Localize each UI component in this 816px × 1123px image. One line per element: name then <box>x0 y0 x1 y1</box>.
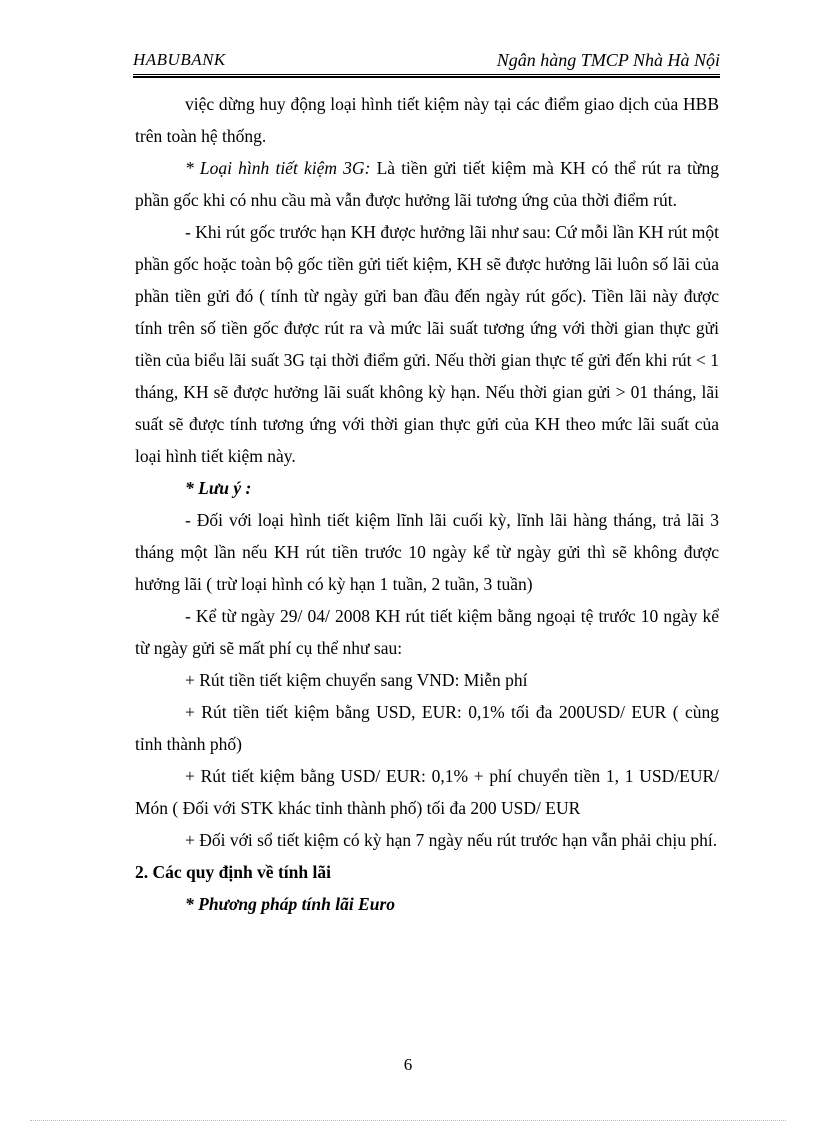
note-heading: * Lưu ý : <box>185 478 252 498</box>
term-3g-label: * Loại hình tiết kiệm 3G: <box>185 158 371 178</box>
paragraph: - Khi rút gốc trước hạn KH được hưởng lãi như sau: Cứ mỗi lần KH rút một phần gốc hoặc toàn bộ gốc tiền gửi tiết kiệm, KH sẽ được hưởng lãi luôn số lãi của phần tiền gửi đó ( tính từ ngày gửi ban đầu đến ngày rút gốc). Tiền lãi này được tính trên số tiền gốc được rút ra và mức lãi suất tương ứng với thời gian thực gửi tiền của biểu lãi suất 3G tại thời điểm gửi. Nếu thời gian thực tế gửi đến khi rút < 1 tháng, KH sẽ được hưởng lãi suất không kỳ hạn. Nếu thời gian gửi > 01 tháng, lãi suất sẽ được tính tương ứng với thời gian thực gửi của KH theo mức lãi suất của loại hình tiết kiệm này. <box>135 222 719 466</box>
paragraph-3g <box>135 152 719 216</box>
header-bank-name: Ngân hàng TMCP Nhà Hà Nội <box>496 50 720 70</box>
header-rule <box>133 74 720 78</box>
section-heading: 2. Các quy định về tính lãi <box>135 862 331 882</box>
term-3g-text: Là tiền gửi tiết kiệm mà KH có thể rút ra từng phần gốc khi có nhu cầu mà vẫn được hưởng lãi tương ứng của thời điểm rút. <box>135 158 719 210</box>
list-item: + Đối với sổ tiết kiệm có kỳ hạn 7 ngày nếu rút trước hạn vẫn phải chịu phí. <box>185 830 718 850</box>
paragraph: - Kể từ ngày 29/ 04/ 2008 KH rút tiết kiệm bằng ngoại tệ trước 10 ngày kể từ ngày gửi sẽ mất phí cụ thể như sau: <box>135 606 719 658</box>
page-number: 6 <box>403 1055 413 1074</box>
document-body <box>135 88 719 920</box>
footer-rule <box>30 1120 786 1121</box>
paragraph: việc dừng huy động loại hình tiết kiệm này tại các điểm giao dịch của HBB trên toàn hệ thống. <box>135 94 719 146</box>
page-header <box>133 48 720 74</box>
list-item: + Rút tiền tiết kiệm chuyển sang VND: Miễn phí <box>185 670 528 690</box>
list-item: + Rút tiết kiệm bằng USD/ EUR: 0,1% + phí chuyển tiền 1, 1 USD/EUR/ Món ( Đối với STK khác tỉnh thành phố) tối đa 200 USD/ EUR <box>135 766 719 818</box>
header-bank-code: HABUBANK <box>133 50 226 69</box>
sub-heading: * Phương pháp tính lãi Euro <box>185 894 396 914</box>
paragraph: - Đối với loại hình tiết kiệm lĩnh lãi cuối kỳ, lĩnh lãi hàng tháng, trả lãi 3 tháng một lần nếu KH rút tiền trước 10 ngày kể từ ngày gửi thì sẽ không được hưởng lãi ( trừ loại hình có kỳ hạn 1 tuần, 2 tuần, 3 tuần) <box>135 510 719 594</box>
list-item: + Rút tiền tiết kiệm bằng USD, EUR: 0,1% tối đa 200USD/ EUR ( cùng tỉnh thành phố) <box>135 702 719 754</box>
